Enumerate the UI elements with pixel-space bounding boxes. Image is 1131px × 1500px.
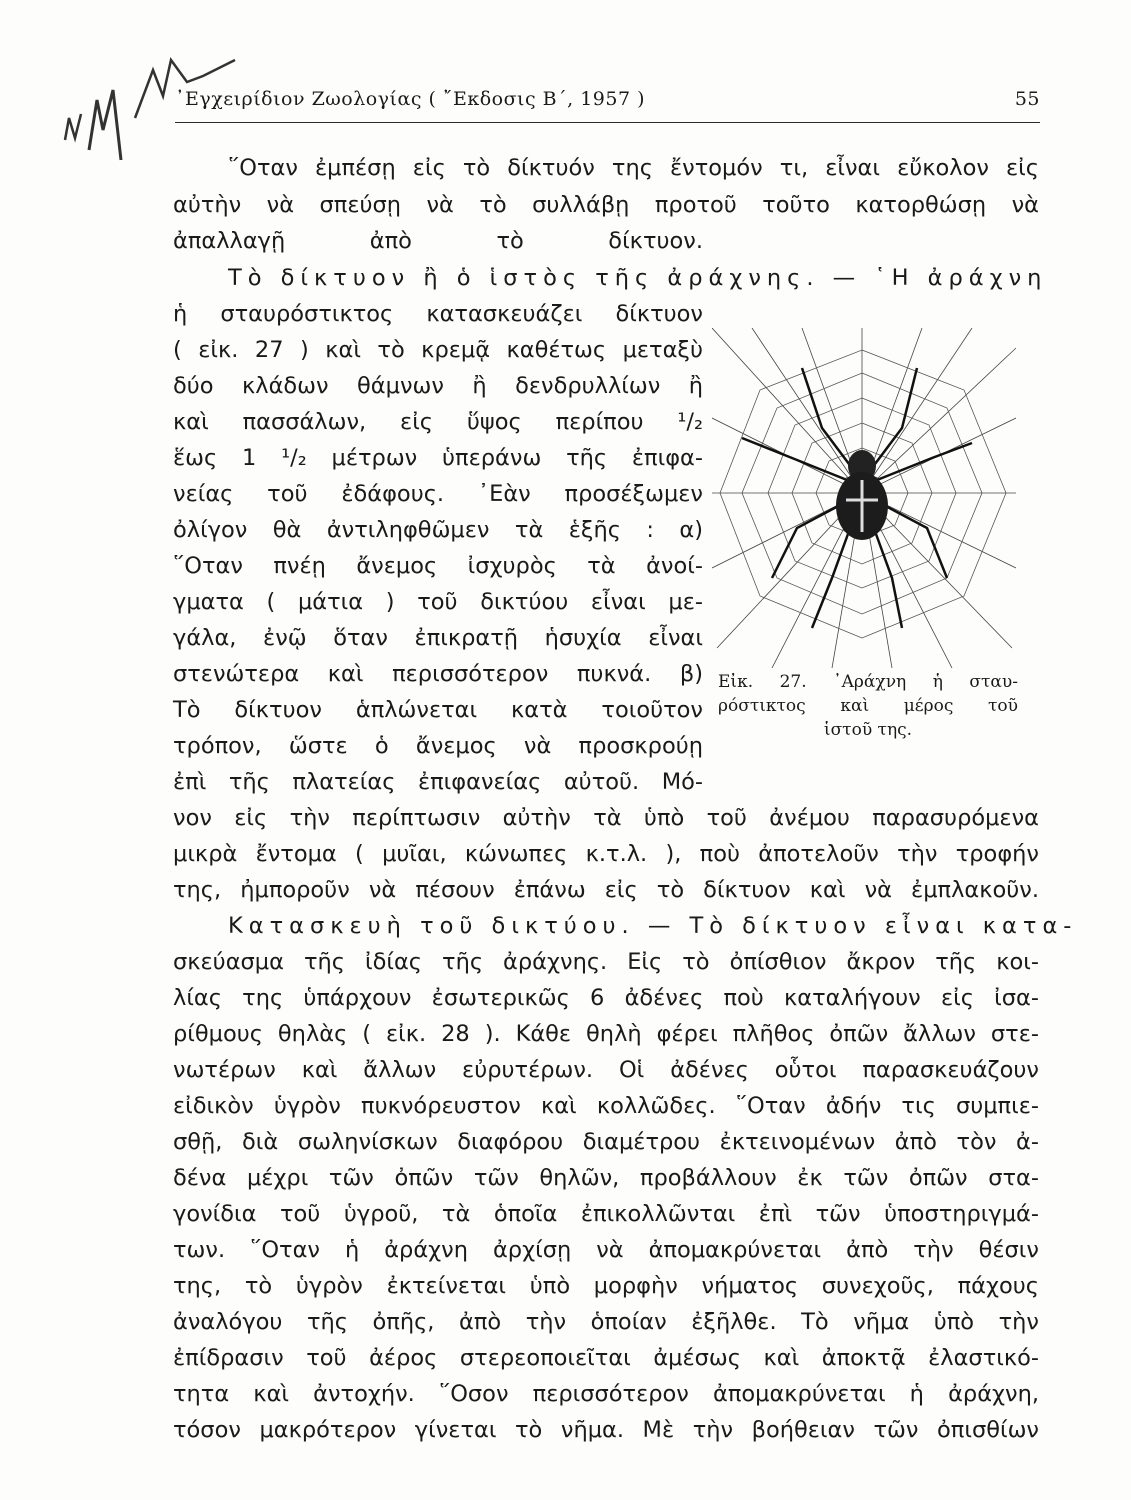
section-heading-construction: Κατασκευὴ τοῦ δικτύου. — Τὸ δίκτυον εἶναι κατα- xyxy=(228,913,1078,939)
text-line: αὐτὴν νὰ σπεύσῃ νὰ τὸ συλλάβῃ προτοῦ τοῦτο κατορθώσῃ νὰ xyxy=(173,192,1039,218)
text-line: τητα καὶ ἀντοχήν. ῞Οσον περισσότερον ἀπομακρύνεται ἡ ἀράχνη, xyxy=(173,1381,1039,1407)
text-line: εἰδικὸν ὑγρὸν πυκνόρευστον καὶ κολλῶδες. ῞Οταν ἀδήν τις συμπιε- xyxy=(173,1093,1039,1119)
text-line: ( εἰκ. 27 ) καὶ τὸ κρεμᾷ καθέτως μεταξὺ xyxy=(173,337,703,363)
text-line: λίας της ὑπάρχουν ἐσωτερικῶς 6 ἀδένες ποὺ καταλήγουν εἰς ἰσα- xyxy=(173,985,1039,1011)
text-line: ἐπίδρασιν τοῦ ἀέρος στερεοποιεῖται ἀμέσως καὶ ἀποκτᾷ ἐλαστικό- xyxy=(173,1345,1039,1371)
text-line: τρόπον, ὥστε ὁ ἄνεμος νὰ προσκρούῃ xyxy=(173,733,703,759)
running-header xyxy=(175,86,1040,123)
text-line: ὀλίγον θὰ ἀντιληφθῶμεν τὰ ἑξῆς : α) xyxy=(173,517,703,543)
text-line: ἀπαλλαγῇ ἀπὸ τὸ δίκτυον. xyxy=(173,228,703,254)
text-line: νείας τοῦ ἐδάφους. ᾿Εὰν προσέξωμεν xyxy=(173,481,703,507)
text-line: μικρὰ ἔντομα ( μυῖαι, κώνωπες κ.τ.λ. ), ποὺ ἀποτελοῦν τὴν τροφήν xyxy=(173,841,1039,867)
text-line: νωτέρων καὶ ἄλλων εὐρυτέρων. Οἱ ἀδένες οὗτοι παρασκευάζουν xyxy=(173,1057,1039,1083)
caption-line: ρόστικτος καὶ μέρος τοῦ xyxy=(718,696,1018,716)
text-line: ἐπὶ τῆς πλατείας ἐπιφανείας αὐτοῦ. Μό- xyxy=(173,769,703,795)
caption-line: ἱστοῦ της. xyxy=(823,720,913,740)
text-line: ἡ σταυρόστικτος κατασκευάζει δίκτυον xyxy=(173,301,703,327)
text-line: ρίθμους θηλὰς ( εἰκ. 28 ). Κάθε θηλὴ φέρει πλῆθος ὀπῶν ἄλλων στε- xyxy=(173,1021,1039,1047)
page-number: 55 xyxy=(1014,88,1040,110)
caption-line: Εἰκ. 27. ᾿Αράχνη ἡ σταυ- xyxy=(718,672,1018,692)
text-line: στενώτερα καὶ περισσότερον πυκνά. β) xyxy=(173,661,703,687)
text-line: ἕως 1 ¹/₂ μέτρων ὑπεράνω τῆς ἐπιφα- xyxy=(173,445,703,471)
text-line: τόσον μακρότερον γίνεται τὸ νῆμα. Μὲ τὴν βοήθειαν τῶν ὀπισθίων xyxy=(173,1417,1039,1443)
text-line: σθῇ, διὰ σωληνίσκων διαφόρου διαμέτρου ἐκτεινομένων ἀπὸ τὸν ἀ- xyxy=(173,1129,1039,1155)
text-line: καὶ πασσάλων, εἰς ὕψος περίπου ¹/₂ xyxy=(173,409,703,435)
text-line: της, τὸ ὑγρὸν ἐκτείνεται ὑπὸ μορφὴν νήματος συνεχοῦς, πάχους xyxy=(173,1273,1039,1299)
text-line: γματα ( μάτια ) τοῦ δικτύου εἶναι με- xyxy=(173,589,703,615)
figure-caption xyxy=(718,670,1018,742)
text-line: των. ῞Οταν ἡ ἀράχνη ἀρχίσῃ νὰ ἀπομακρύνεται ἀπὸ τὴν θέσιν xyxy=(173,1237,1039,1263)
text-line: ῞Οταν πνέῃ ἄνεμος ἰσχυρὸς τὰ ἀνοί- xyxy=(173,553,703,579)
text-line: δένα μέχρι τῶν ὀπῶν τῶν θηλῶν, προβάλλουν ἐκ τῶν ὀπῶν στα- xyxy=(173,1165,1039,1191)
text-line: ῞Οταν ἐμπέσῃ εἰς τὸ δίκτυόν της ἔντομόν τι, εἶναι εὔκολον εἰς xyxy=(228,155,1039,181)
text-line: της, ἠμποροῦν νὰ πέσουν ἐπάνω εἰς τὸ δίκτυον καὶ νὰ ἐμπλακοῦν. xyxy=(173,877,1039,903)
book-title: ᾿Εγχειρίδιον Ζωολογίας ( ῎Εκδοσις Β΄, 1957 ) xyxy=(175,88,646,110)
text-line: ἀναλόγου τῆς ὀπῆς, ἀπὸ τὴν ὁποίαν ἐξῆλθε. Τὸ νῆμα ὑπὸ τὴν xyxy=(173,1309,1039,1335)
text-line: γάλα, ἐνῷ ὅταν ἐπικρατῇ ἡσυχία εἶναι xyxy=(173,625,703,651)
text-line: Τὸ δίκτυον ἁπλώνεται κατὰ τοιοῦτον xyxy=(173,697,703,723)
section-heading-web: Τὸ δίκτυον ἢ ὁ ἱστὸς τῆς ἀράχνης. — ῾Η ἀράχνη xyxy=(228,265,1048,291)
text-line: γονίδια τοῦ ὑγροῦ, τὰ ὁποῖα ἐπικολλῶνται ἐπὶ τῶν ὑποστηριγμά- xyxy=(173,1201,1039,1227)
spider-web-figure xyxy=(712,328,1016,668)
text-line: νον εἰς τὴν περίπτωσιν αὐτὴν τὰ ὑπὸ τοῦ ἀνέμου παρασυρόμενα xyxy=(173,805,1039,831)
text-line: δύο κλάδων θάμνων ἢ δενδρυλλίων ἢ xyxy=(173,373,703,399)
text-line: σκεύασμα τῆς ἰδίας τῆς ἀράχνης. Εἰς τὸ ὀπίσθιον ἄκρον τῆς κοι- xyxy=(173,949,1039,975)
